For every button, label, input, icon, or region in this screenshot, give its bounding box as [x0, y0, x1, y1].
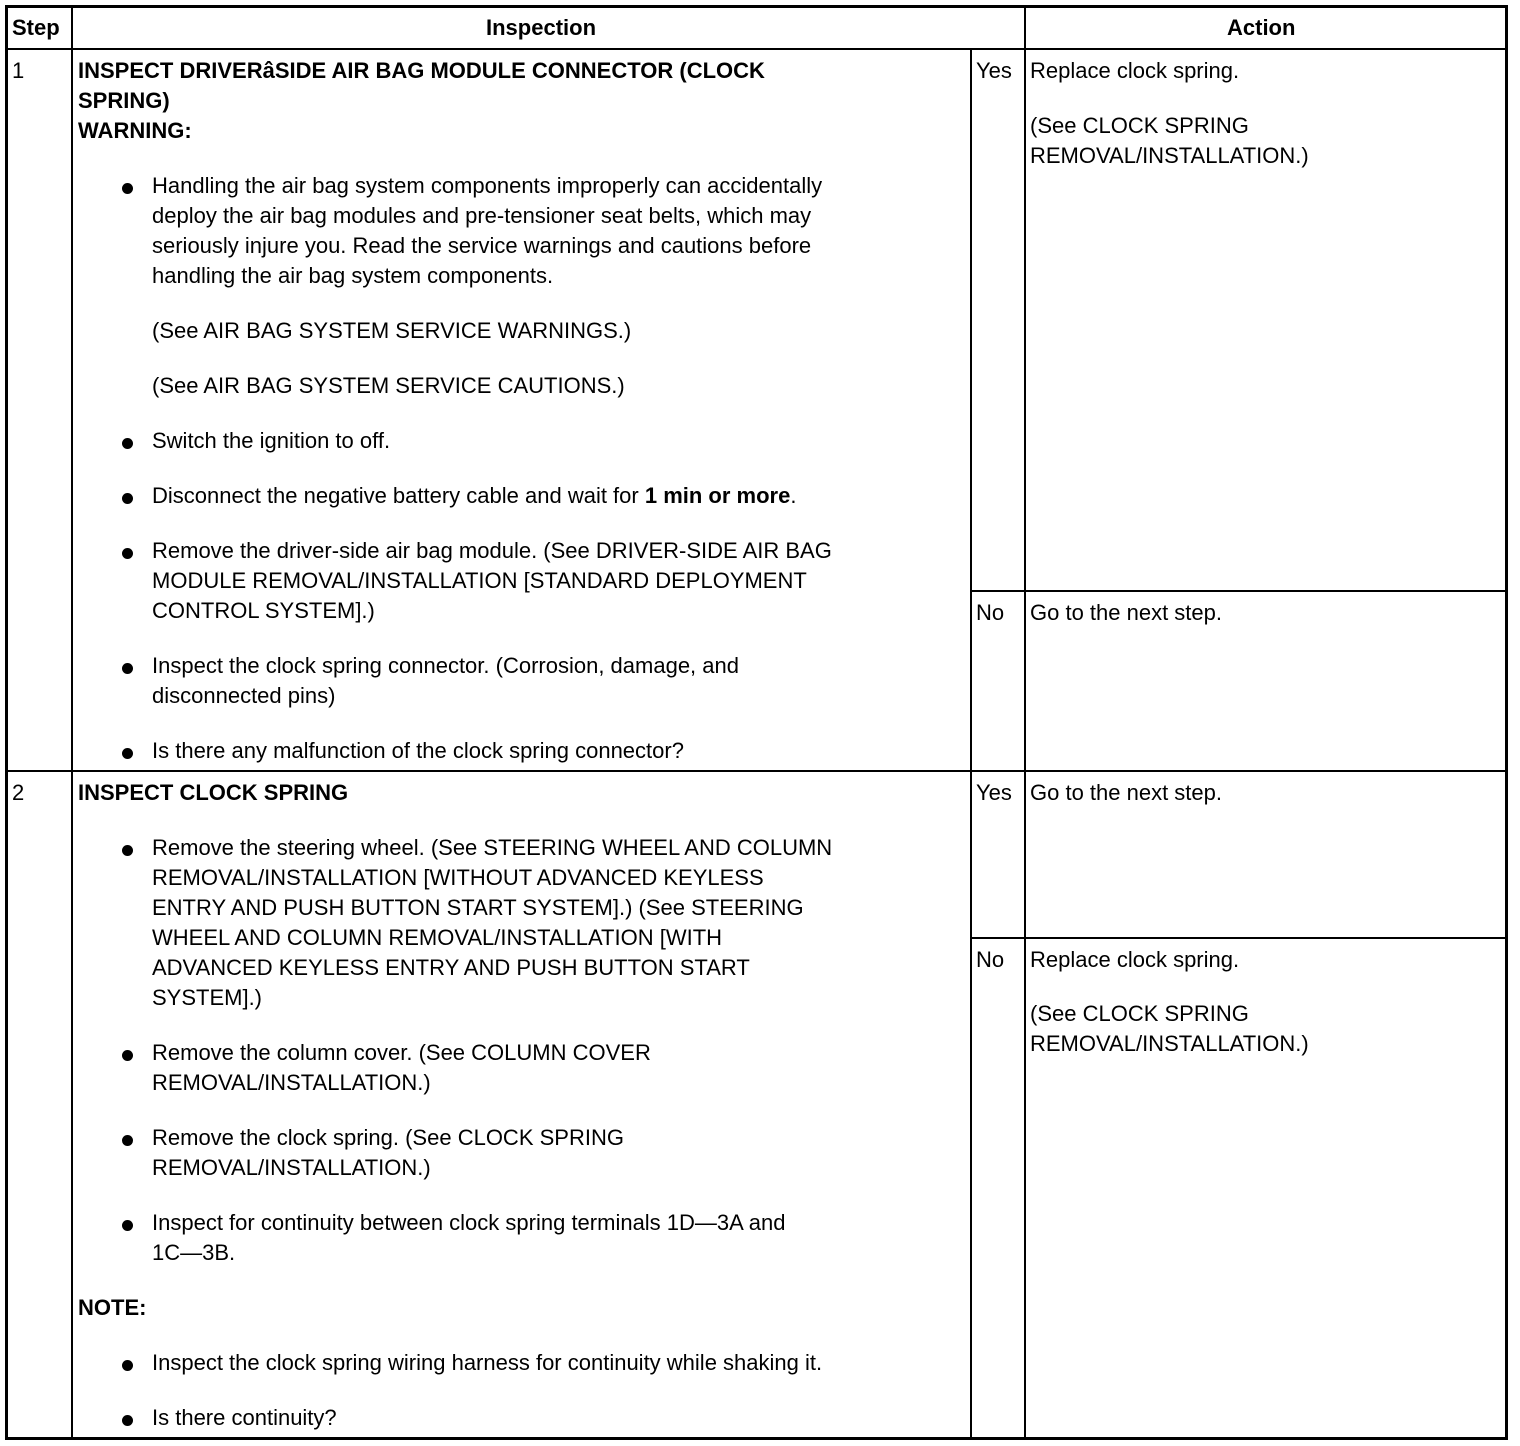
bullet-icon: [122, 845, 133, 856]
row2-item-4b: 1C—3B.: [152, 1240, 236, 1265]
row-divider: [8, 770, 1505, 772]
row2-item-1a: Remove the steering wheel. (See STEERING WHEEL AND COLUMN: [152, 835, 833, 860]
bullet-icon: [122, 438, 133, 449]
row1-title-line2: SPRING): [78, 88, 170, 113]
row1-item-2: Switch the ignition to off.: [152, 428, 391, 453]
row2-step: 2: [12, 780, 25, 805]
row2-title: INSPECT CLOCK SPRING: [78, 780, 349, 805]
header-step: Step: [12, 15, 60, 40]
bullet-icon: [122, 748, 133, 759]
row2-yes-label: Yes: [976, 780, 1012, 805]
bullet-icon: [122, 1220, 133, 1231]
row2-item-1d: WHEEL AND COLUMN REMOVAL/INSTALLATION [WITH: [152, 925, 723, 950]
row1-item-3-end: .: [790, 483, 797, 508]
bullet-icon: [122, 493, 133, 504]
row1-title: [78, 56, 765, 146]
bullet-icon: [122, 1360, 133, 1371]
row2-no-action-2: (See CLOCK SPRING: [1030, 1001, 1249, 1026]
row1-yes-label: Yes: [976, 58, 1012, 83]
row2-item-2a: Remove the column cover. (See COLUMN COVER: [152, 1040, 651, 1065]
row2-item-2b: REMOVAL/INSTALLATION.): [152, 1070, 431, 1095]
row1-step: 1: [12, 58, 25, 83]
bullet-icon: [122, 183, 133, 194]
row2-item-6: Is there continuity?: [152, 1405, 337, 1430]
row1-yesno-divider: [970, 590, 1505, 592]
row1-item-3-text: Disconnect the negative battery cable and wait for: [152, 483, 645, 508]
inspection-table: [5, 5, 1508, 1440]
row1-item-3: [152, 481, 796, 511]
row1-warning: WARNING:: [78, 118, 192, 143]
col-divider-yesno: [970, 48, 972, 1437]
bullet-icon: [122, 1050, 133, 1061]
row1-yes-action-3: REMOVAL/INSTALLATION.): [1030, 143, 1309, 168]
row1-yes-action-2: (See CLOCK SPRING: [1030, 113, 1249, 138]
row1-ref-warnings: (See AIR BAG SYSTEM SERVICE WARNINGS.): [152, 318, 632, 343]
row2-note: NOTE:: [78, 1295, 147, 1320]
bullet-icon: [122, 663, 133, 674]
row2-item-5: Inspect the clock spring wiring harness for continuity while shaking it.: [152, 1350, 823, 1375]
row1-title-line1: INSPECT DRIVERâSIDE AIR BAG MODULE CONNECTOR (CLOCK: [78, 58, 765, 83]
row2-item-3b: REMOVAL/INSTALLATION.): [152, 1155, 431, 1180]
row1-item-4b: MODULE REMOVAL/INSTALLATION [STANDARD DEPLOYMENT: [152, 568, 807, 593]
row2-item-1b: REMOVAL/INSTALLATION [WITHOUT ADVANCED KEYLESS: [152, 865, 764, 890]
bullet-icon: [122, 548, 133, 559]
col-divider-step: [71, 8, 73, 1437]
row1-yes-action-1: Replace clock spring.: [1030, 58, 1240, 83]
header-inspection: Inspection: [486, 15, 597, 40]
row1-item-6: Is there any malfunction of the clock spring connector?: [152, 738, 684, 763]
row2-item-1c: ENTRY AND PUSH BUTTON START SYSTEM].) (See STEERING: [152, 895, 804, 920]
row1-no-label: No: [976, 600, 1005, 625]
row1-item-4c: CONTROL SYSTEM].): [152, 598, 375, 623]
row2-no-action-3: REMOVAL/INSTALLATION.): [1030, 1031, 1309, 1056]
row2-no-action-1: Replace clock spring.: [1030, 947, 1240, 972]
row1-item-1b: deploy the air bag modules and pre-tensioner seat belts, which may: [152, 203, 812, 228]
bullet-icon: [122, 1415, 133, 1426]
row1-item-3-bold: 1 min or more: [644, 483, 791, 508]
row2-item-4a: Inspect for continuity between clock spring terminals 1D—3A and: [152, 1210, 786, 1235]
header-divider: [8, 48, 1505, 50]
header-action: Action: [1227, 15, 1296, 40]
row2-yesno-divider: [970, 937, 1505, 939]
row2-no-label: No: [976, 947, 1005, 972]
row1-item-5a: Inspect the clock spring connector. (Corrosion, damage, and: [152, 653, 739, 678]
row1-item-1d: handling the air bag system components.: [152, 263, 554, 288]
bullet-icon: [122, 1135, 133, 1146]
row2-yes-action-1: Go to the next step.: [1030, 780, 1223, 805]
row1-ref-cautions: (See AIR BAG SYSTEM SERVICE CAUTIONS.): [152, 373, 625, 398]
col-divider-action: [1024, 8, 1026, 1437]
row1-no-action-1: Go to the next step.: [1030, 600, 1223, 625]
row2-item-1e: ADVANCED KEYLESS ENTRY AND PUSH BUTTON START: [152, 955, 750, 980]
row1-item-1a: Handling the air bag system components improperly can accidentally: [152, 173, 823, 198]
row1-item-5b: disconnected pins): [152, 683, 336, 708]
row2-item-1f: SYSTEM].): [152, 985, 263, 1010]
row1-item-1c: seriously injure you. Read the service warnings and cautions before: [152, 233, 812, 258]
row1-item-4a: Remove the driver-side air bag module. (See DRIVER-SIDE AIR BAG: [152, 538, 832, 563]
row2-item-3a: Remove the clock spring. (See CLOCK SPRING: [152, 1125, 624, 1150]
